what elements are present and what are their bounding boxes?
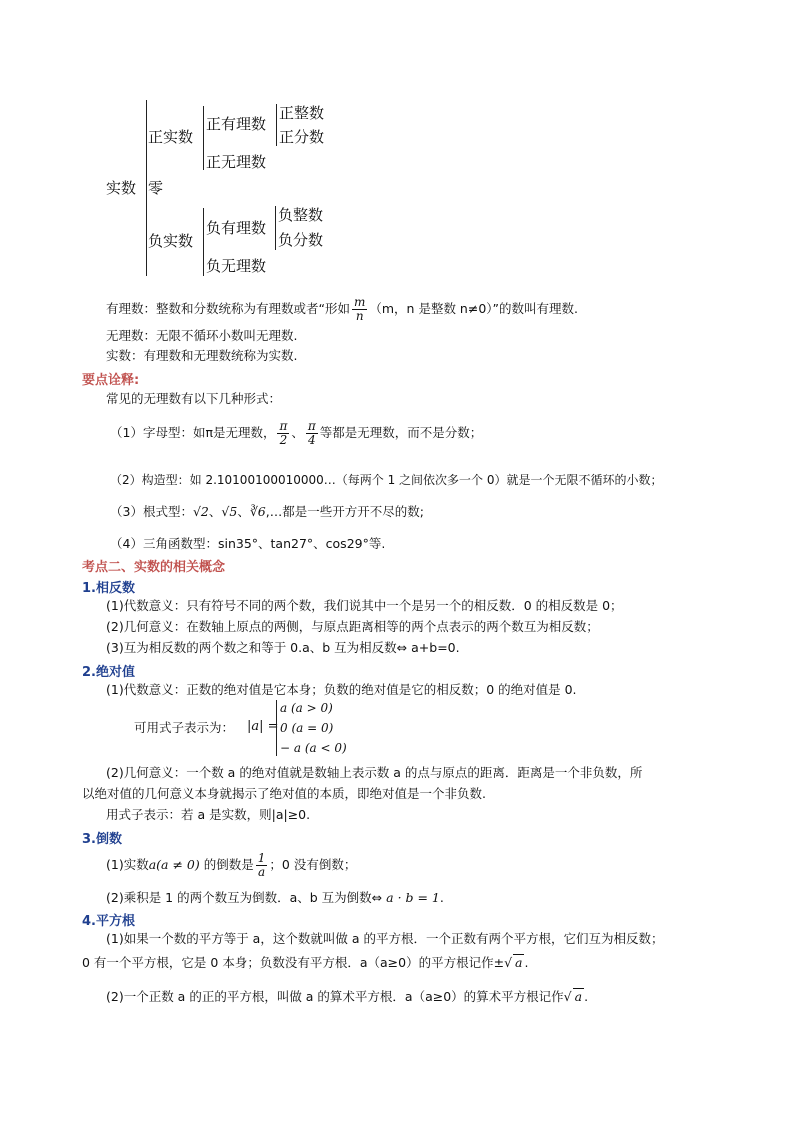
heading-absolute: 2.绝对值 xyxy=(82,665,135,680)
sqrt-sign: √ xyxy=(563,989,572,1004)
fraction-one-over-a: $\frac{1}{a}$ xyxy=(257,851,266,879)
absolute-2a: (2)几何意义：一个数 a 的绝对值就是数轴上表示数 a 的点与原点的距离．距离是一个非负数，所 xyxy=(106,765,643,780)
tree-neg-integer: 负整数 xyxy=(278,206,324,224)
heading-opposite: 1.相反数 xyxy=(82,581,135,596)
neg-rat-brace xyxy=(275,206,276,250)
tree-pos-fraction: 正分数 xyxy=(279,128,325,146)
absolute-expr-label: 可用式子表示为： xyxy=(134,720,235,735)
absolute-a: |a| = xyxy=(247,719,279,734)
tree-neg-rational: 负有理数 xyxy=(206,219,267,237)
absolute-1: (1)代数意义：正数的绝对值是它本身；负数的绝对值是它的相反数；0 的绝对值是 0. xyxy=(106,682,577,697)
absolute-3: 用式子表示：若 a 是实数，则|a|≥0. xyxy=(106,807,311,822)
cases-brace xyxy=(276,700,277,756)
tree-positive: 正实数 xyxy=(148,128,194,146)
tree-pos-integer: 正整数 xyxy=(279,104,325,122)
reciprocal-1: (1)实数a(a ≠ 0) 的倒数是 $\frac{1}{a}$ ；0 没有倒数； xyxy=(106,851,357,879)
sqrt-sign: √ xyxy=(504,955,513,970)
sqrt-2: (2)一个正数 a 的正的平方根，叫做 a 的算术平方根．a（a≥0）的算术平方根记作√ a . xyxy=(106,989,589,1004)
note-item-3: （3）根式型：√2、√5、∛6,…都是一些开方开不尽的数; xyxy=(110,504,424,519)
cube-root-6: ∛6 xyxy=(249,504,266,519)
root-2: √2 xyxy=(192,504,209,519)
pos-brace xyxy=(203,106,204,170)
section-title: 考点二、实数的相关概念 xyxy=(82,560,226,575)
neg-brace xyxy=(203,208,204,276)
sqrt-1a: (1)如果一个数的平方等于 a，这个数就叫做 a 的平方根．一个正数有两个平方根，它们互为相反数； xyxy=(106,931,664,946)
fraction-m-over-n: $\frac{m}{n}$ xyxy=(353,295,366,323)
reciprocal-2: (2)乘积是 1 的两个数互为倒数．a、b 互为倒数⇔ a · b = 1. xyxy=(106,890,444,905)
tree-negative: 负实数 xyxy=(148,232,194,250)
tree-neg-irrational: 负无理数 xyxy=(206,257,267,275)
note-item-1: （1）字母型：如π是无理数， $\frac{\pi}{2}$ 、 $\frac{\pi}{4}$ 等都是无理数，而不是分数； xyxy=(110,419,483,447)
root-brace xyxy=(146,100,147,276)
note-item-4: （4）三角函数型：sin35°、tan27°、cos29°等. xyxy=(110,536,386,551)
case-zero: 0 (a = 0) xyxy=(280,721,334,735)
opposite-1: (1)代数意义：只有符号不同的两个数，我们说其中一个是另一个的相反数．0 的相反数是 0； xyxy=(106,598,623,613)
def-real: 实数：有理数和无理数统称为实数. xyxy=(106,348,298,363)
sqrt-1b: 0 有一个平方根，它是 0 本身；负数没有平方根．a（a≥0）的平方根记作±√ a . xyxy=(82,955,529,970)
def-irrational: 无理数：无限不循环小数叫无理数. xyxy=(106,328,298,343)
note-title: 要点诠释: xyxy=(82,373,140,388)
tree-zero: 零 xyxy=(148,179,164,197)
case-positive: a (a > 0) xyxy=(280,701,333,715)
pos-rat-brace xyxy=(276,104,277,146)
heading-reciprocal: 3.倒数 xyxy=(82,832,122,847)
opposite-2: (2)几何意义：在数轴上原点的两侧，与原点距离相等的两个点表示的两个数互为相反数； xyxy=(106,619,599,634)
fraction-pi-over-4: $\frac{\pi}{4}$ xyxy=(307,419,316,447)
note-item-2: （2）构造型：如 2.10100100010000…（每两个 1 之间依次多一个 0）就是一个无限不循环的小数； xyxy=(110,473,663,487)
absolute-2b: 以绝对值的几何意义本身就揭示了绝对值的本质，即绝对值是一个非负数. xyxy=(82,786,486,801)
fraction-pi-over-2: $\frac{\pi}{2}$ xyxy=(279,419,288,447)
root-5: √5 xyxy=(221,504,238,519)
opposite-3: (3)互为相反数的两个数之和等于 0.a、b 互为相反数⇔ a+b=0. xyxy=(106,640,460,655)
tree-root: 实数 xyxy=(106,179,137,197)
heading-square-root: 4.平方根 xyxy=(82,914,135,929)
def-rational: 有理数：整数和分数统称为有理数或者“形如 $\frac{m}{n}$ （m，n 是整数 n≠0）”的数叫有理数. xyxy=(106,295,578,323)
note-intro: 常见的无理数有以下几种形式： xyxy=(106,391,282,406)
case-negative: − a (a < 0) xyxy=(280,741,347,755)
tree-pos-rational: 正有理数 xyxy=(206,115,267,133)
tree-pos-irrational: 正无理数 xyxy=(206,153,267,171)
tree-neg-fraction: 负分数 xyxy=(278,231,324,249)
